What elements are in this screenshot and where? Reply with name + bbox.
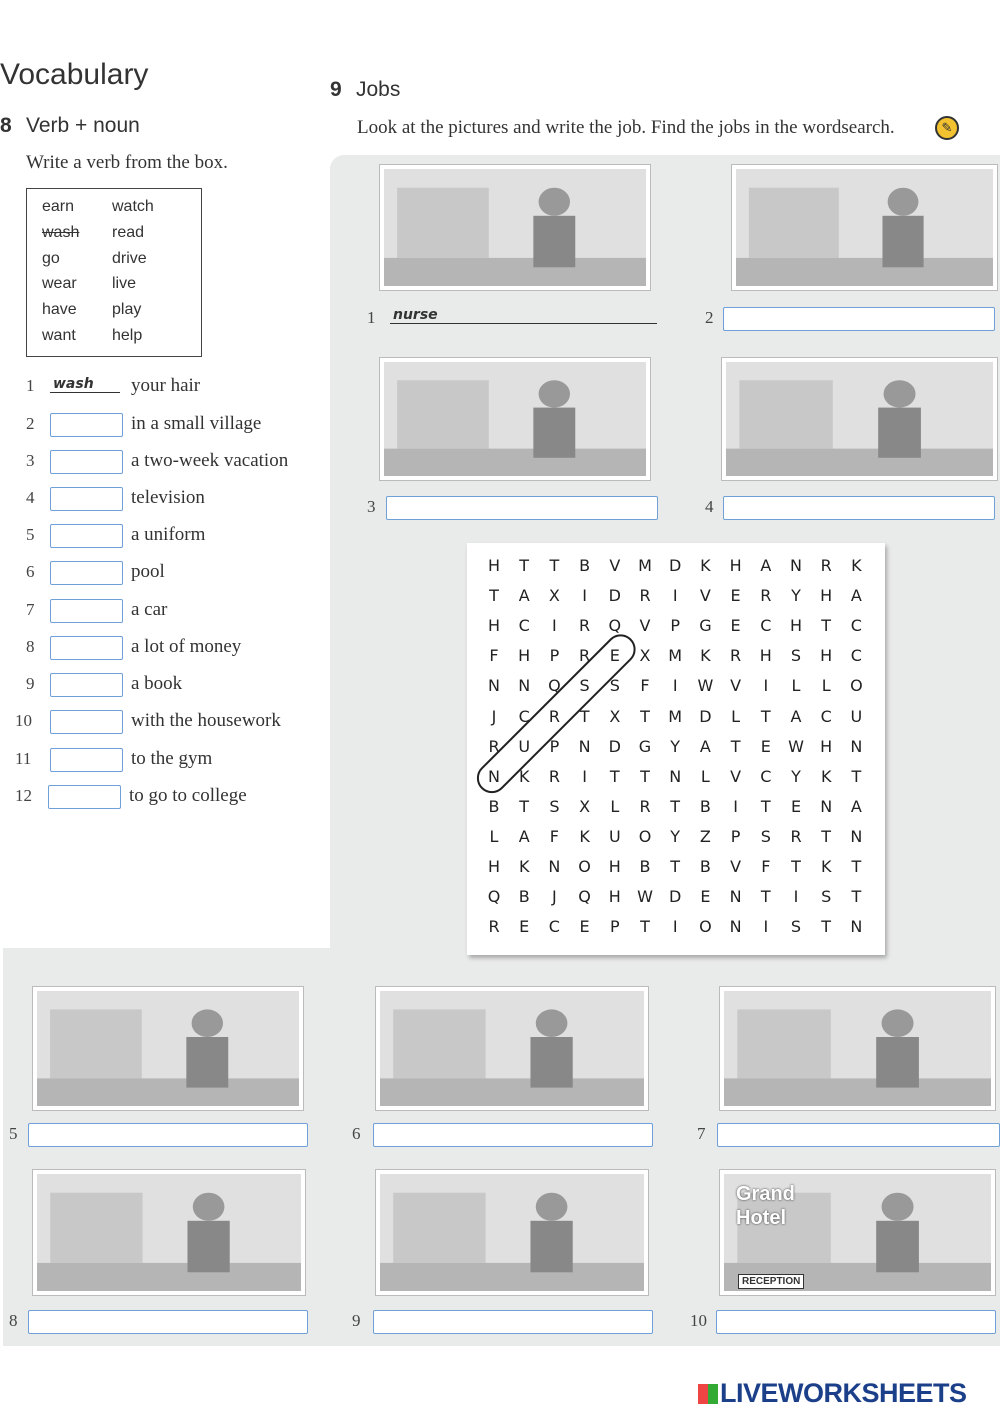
wordsearch-letter[interactable]: L (610, 796, 620, 816)
picture-receptionist (720, 1170, 995, 1295)
job-number: 10 (690, 1311, 707, 1330)
wordsearch-letter[interactable]: Q (548, 676, 561, 696)
verb-word: earn (42, 198, 75, 215)
wordsearch-letter[interactable]: C (820, 706, 832, 726)
wordsearch-letter[interactable]: M (668, 646, 683, 666)
wordsearch-letter[interactable]: S (609, 676, 620, 696)
job-answer: nurse (390, 307, 657, 324)
wordsearch-letter[interactable]: N (820, 796, 833, 816)
verb-word: want (42, 327, 76, 344)
wordsearch-letter[interactable]: O (638, 826, 652, 846)
wordsearch-letter[interactable]: L (821, 676, 831, 696)
verb-input[interactable] (50, 748, 123, 772)
wordsearch-letter[interactable]: L (791, 676, 801, 696)
item-phrase: pool (131, 561, 165, 582)
item-phrase: a car (131, 599, 168, 620)
wordsearch-letter[interactable]: X (579, 796, 591, 816)
wordsearch-letter[interactable]: T (730, 736, 741, 756)
wordsearch-letter[interactable]: E (519, 917, 530, 937)
picture-lawyer (722, 358, 997, 480)
wordsearch-letter[interactable]: H (729, 556, 742, 575)
picture-photographer (732, 165, 997, 290)
picture-dentist (376, 1170, 648, 1295)
verb-input[interactable] (48, 785, 121, 809)
wordsearch-letter[interactable]: R (579, 646, 591, 666)
item-number: 9 (26, 674, 35, 693)
wordsearch-letter[interactable]: C (850, 616, 862, 636)
wordsearch-letter[interactable]: W (697, 676, 714, 696)
wordsearch-letter[interactable]: K (851, 556, 862, 575)
item-number: 6 (26, 562, 35, 581)
verb-word: drive (112, 249, 147, 267)
wordsearch-letter[interactable]: T (851, 887, 862, 907)
wordsearch-letter[interactable]: T (791, 857, 801, 876)
wordsearch-letter[interactable]: R (488, 736, 500, 756)
item-phrase: in a small village (131, 413, 262, 434)
exercise-8-instruction: Write a verb from the box. (26, 152, 228, 173)
wordsearch-letter[interactable]: E (700, 887, 711, 907)
wordsearch-letter[interactable]: R (579, 616, 591, 636)
wordsearch-letter[interactable]: R (639, 796, 651, 816)
wordsearch-letter[interactable]: T (760, 887, 771, 907)
wordsearch-grid (467, 543, 885, 955)
wordsearch-letter[interactable]: A (850, 796, 862, 816)
wordsearch-letter[interactable]: R (790, 826, 802, 846)
job-number: 1 (367, 308, 376, 327)
wordsearch-letter[interactable]: D (608, 586, 621, 606)
job-input[interactable] (716, 1310, 996, 1334)
wordsearch-letter[interactable]: O (699, 917, 712, 937)
item-number: 3 (26, 451, 35, 470)
wordsearch-letter[interactable]: Q (608, 616, 622, 636)
wordsearch-letter[interactable]: Z (699, 826, 711, 846)
wordsearch-letter[interactable]: C (548, 917, 560, 937)
job-input[interactable] (723, 496, 995, 520)
wordsearch-letter[interactable]: T (670, 857, 681, 876)
item-number: 10 (15, 711, 32, 730)
verb-input[interactable] (50, 673, 123, 697)
wordsearch-letter[interactable]: R (730, 646, 742, 666)
verb-word: wear (42, 275, 77, 293)
wordsearch-letter[interactable]: N (729, 917, 742, 937)
wordsearch-letter[interactable]: K (518, 857, 530, 876)
wordsearch-letter[interactable]: N (548, 857, 561, 876)
wordsearch-letter[interactable]: H (487, 556, 501, 575)
wordsearch-letter[interactable]: X (639, 646, 651, 666)
wordsearch-letter[interactable]: H (487, 616, 501, 636)
wordsearch-letter[interactable]: Q (487, 887, 501, 907)
wordsearch-letter[interactable]: S (821, 887, 832, 907)
wordsearch-letter[interactable]: V (730, 857, 742, 876)
item-number: 8 (26, 637, 35, 656)
picture-taxi-driver (33, 987, 303, 1110)
verb-input[interactable] (50, 710, 123, 734)
exercise-9-instruction: Look at the pictures and write the job. Find the jobs in the wordsearch. (357, 117, 895, 138)
wordsearch-letter[interactable]: S (760, 826, 771, 846)
verb-word: wash (42, 223, 80, 241)
wordsearch-letter[interactable]: H (820, 646, 833, 666)
wordsearch-letter[interactable]: A (790, 706, 802, 726)
wordsearch-letter[interactable]: J (491, 706, 497, 726)
exercise-9-number: 9 (330, 78, 342, 101)
wordsearch-letter[interactable]: F (761, 857, 771, 876)
wordsearch-letter[interactable]: T (549, 556, 560, 575)
wordsearch-letter[interactable]: I (672, 586, 678, 606)
wordsearch-letter[interactable]: C (518, 616, 530, 636)
wordsearch-letter[interactable]: R (639, 586, 651, 606)
verb-input[interactable] (50, 450, 123, 474)
wordsearch-letter[interactable]: W (637, 887, 653, 907)
wordsearch-letter[interactable]: E (730, 616, 741, 636)
job-input[interactable] (28, 1310, 308, 1334)
wordsearch-letter[interactable]: E (579, 917, 590, 937)
wordsearch-letter[interactable]: I (672, 917, 678, 937)
wordsearch-letter[interactable]: R (548, 706, 560, 726)
wordsearch-letter[interactable]: T (519, 796, 530, 816)
wordsearch-letter[interactable]: T (640, 917, 650, 937)
wordsearch-letter[interactable]: C (760, 616, 772, 636)
reception-sign: RECEPTION (738, 1274, 804, 1289)
wordsearch-letter[interactable]: A (699, 736, 711, 756)
wordsearch-letter[interactable]: H (608, 857, 621, 876)
wordsearch-letter[interactable]: Y (791, 586, 801, 606)
item-phrase: with the housework (131, 710, 281, 731)
wordsearch-letter[interactable]: P (609, 917, 620, 937)
wordsearch-letter[interactable]: U (608, 826, 621, 846)
item-number: 1 (26, 376, 35, 395)
wordsearch-letter[interactable]: I (672, 676, 678, 696)
wordsearch-letter[interactable]: K (820, 857, 832, 876)
wordsearch-letter[interactable]: M (668, 706, 683, 726)
item-number: 11 (15, 749, 32, 768)
wordsearch-letter[interactable]: D (608, 736, 621, 756)
wordsearch-letter[interactable]: B (488, 796, 500, 816)
wordsearch-letter[interactable]: T (821, 917, 832, 937)
wordsearch-letter[interactable]: S (790, 917, 802, 937)
wordsearch-letter[interactable]: I (733, 796, 738, 816)
wordsearch-letter[interactable]: H (820, 736, 833, 756)
item-phrase: to the gym (131, 748, 213, 769)
wordsearch-letter[interactable]: N (669, 766, 682, 786)
logo-icon (698, 1384, 718, 1404)
job-input[interactable] (373, 1123, 653, 1147)
wordsearch-letter[interactable]: V (609, 556, 621, 575)
item-number: 4 (26, 488, 35, 507)
wordsearch-letter[interactable]: X (609, 706, 621, 726)
item-number: 7 (26, 600, 35, 619)
wordsearch-letter[interactable]: Q (578, 887, 591, 907)
wordsearch-letter[interactable]: H (820, 586, 833, 606)
wordsearch-letter[interactable]: O (578, 857, 591, 876)
wordsearch-letter[interactable]: U (518, 736, 531, 756)
wordsearch-letter[interactable]: D (669, 887, 682, 907)
logo-text: LIVEWORKSHEETS (720, 1378, 967, 1408)
wordsearch-letter[interactable]: K (700, 556, 711, 575)
item-phrase: a uniform (131, 524, 206, 545)
verb-word: watch (112, 198, 154, 215)
wordsearch-letter[interactable]: I (582, 586, 587, 606)
item-phrase: to go to college (129, 785, 247, 806)
job-input[interactable] (723, 307, 995, 331)
verb-word: play (112, 301, 142, 319)
job-number: 4 (705, 497, 714, 516)
wordsearch-letter[interactable]: T (670, 796, 681, 816)
wordsearch-letter[interactable]: G (638, 736, 652, 756)
wordsearch-letter[interactable]: S (790, 646, 802, 666)
pencil-icon: ✎ (935, 116, 959, 140)
picture-factory-worker (720, 987, 995, 1110)
exercise-8-number: 8 (0, 114, 12, 137)
wordsearch-letter[interactable]: R (488, 917, 500, 937)
wordsearch-letter[interactable]: C (518, 706, 530, 726)
wordsearch-letter[interactable]: T (821, 826, 832, 846)
job-number: 9 (352, 1311, 361, 1330)
wordsearch-letter[interactable]: A (518, 586, 530, 606)
verb-word: live (112, 275, 137, 293)
wordsearch-letter[interactable]: N (790, 556, 802, 575)
wordsearch-letter[interactable]: V (730, 766, 742, 786)
wordsearch-letter[interactable]: I (763, 676, 769, 696)
wordsearch-letter[interactable]: H (759, 646, 772, 666)
wordsearch-letter[interactable]: E (790, 796, 802, 816)
wordsearch-letter[interactable]: N (578, 736, 591, 756)
wordsearch-letter[interactable]: G (699, 616, 712, 636)
hotel-sign: Grand Hotel (736, 1183, 795, 1229)
wordsearch-letter[interactable]: M (638, 556, 652, 575)
wordsearch-letter[interactable]: U (850, 706, 863, 726)
verb-word: help (112, 327, 143, 344)
wordsearch-letter[interactable]: N (729, 887, 742, 907)
item-phrase: a book (131, 673, 183, 694)
wordsearch-letter[interactable]: H (789, 616, 803, 636)
wordsearch-letter[interactable]: T (640, 706, 650, 726)
liveworksheets-logo (698, 1378, 967, 1409)
item-number: 2 (26, 414, 35, 433)
wordsearch-letter[interactable]: S (549, 796, 560, 816)
wordsearch-letter[interactable]: P (670, 616, 681, 636)
job-number: 7 (697, 1124, 706, 1143)
wordsearch-letter[interactable]: R (548, 766, 560, 786)
wordsearch-letter[interactable]: A (760, 556, 772, 575)
wordsearch-letter[interactable]: L (489, 826, 499, 846)
wordsearch-letter[interactable]: F (640, 676, 650, 696)
verb-word: have (42, 301, 77, 319)
wordsearch-letter[interactable]: P (730, 826, 741, 846)
wordsearch-letter[interactable]: L (731, 706, 741, 726)
wordsearch-letter[interactable]: Y (670, 736, 681, 756)
wordsearch-letter[interactable]: E (609, 646, 620, 666)
job-input[interactable] (717, 1123, 1000, 1147)
wordsearch-letter[interactable]: P (549, 646, 560, 666)
wordsearch-letter[interactable]: N (850, 917, 863, 937)
exercise-9-title: Jobs (356, 78, 401, 101)
wordsearch-letter[interactable]: T (821, 616, 832, 636)
wordsearch-letter[interactable]: T (519, 556, 530, 575)
verb-input[interactable] (50, 413, 123, 437)
wordsearch-letter[interactable]: R (760, 586, 772, 606)
job-number: 6 (352, 1124, 361, 1143)
item-answer: wash (50, 376, 120, 393)
picture-architect (376, 987, 648, 1110)
wordsearch-letter[interactable]: F (549, 826, 559, 846)
wordsearch-letter[interactable]: T (851, 857, 862, 876)
wordsearch-letter[interactable]: J (552, 887, 557, 907)
wordsearch-letter[interactable]: B (699, 857, 711, 876)
wordsearch-letter[interactable]: V (730, 676, 742, 696)
verb-input[interactable] (50, 524, 123, 548)
wordsearch-letter[interactable]: L (700, 766, 710, 786)
wordsearch-letter[interactable]: T (489, 586, 499, 606)
item-number: 12 (15, 786, 32, 805)
job-number: 5 (9, 1124, 18, 1143)
verb-input[interactable] (50, 636, 123, 660)
section-heading: Vocabulary (0, 58, 149, 91)
wordsearch-letter[interactable]: H (487, 857, 501, 876)
wordsearch-letter[interactable]: K (820, 766, 832, 786)
item-phrase: your hair (131, 375, 201, 396)
wordsearch-letter[interactable]: I (763, 917, 769, 937)
wordsearch-letter[interactable]: D (669, 556, 682, 575)
wordsearch-letter[interactable]: K (579, 826, 590, 846)
picture-nurse (380, 165, 650, 290)
wordsearch-letter[interactable]: F (489, 646, 499, 666)
item-phrase: a lot of money (131, 636, 242, 657)
wordsearch-letter[interactable]: N (850, 826, 863, 846)
wordsearch-letter[interactable]: A (850, 586, 862, 606)
wordsearch-letter[interactable]: V (699, 586, 711, 606)
wordsearch-letter[interactable]: T (760, 706, 771, 726)
verb-word: read (112, 223, 145, 241)
wordsearch-letter[interactable]: N (518, 676, 531, 696)
wordsearch-letter[interactable]: I (582, 766, 587, 786)
wordsearch-letter[interactable]: I (793, 887, 799, 907)
job-input[interactable] (386, 496, 658, 520)
job-input[interactable] (373, 1310, 653, 1334)
wordsearch-letter[interactable]: C (760, 766, 772, 786)
wordsearch-letter[interactable]: B (639, 857, 651, 876)
wordsearch-letter[interactable]: O (850, 676, 863, 696)
wordsearch-letter[interactable]: D (699, 706, 712, 726)
wordsearch-letter[interactable]: N (850, 736, 863, 756)
picture-pilot (33, 1170, 305, 1295)
job-number: 3 (367, 497, 376, 516)
wordsearch-letter[interactable]: T (851, 766, 862, 786)
wordsearch-letter[interactable]: A (518, 826, 530, 846)
wordsearch-letter[interactable]: T (609, 766, 620, 786)
item-number: 5 (26, 525, 35, 544)
wordsearch-letter[interactable]: N (488, 676, 500, 696)
picture-mechanic (380, 358, 650, 480)
wordsearch-letter[interactable]: T (640, 766, 650, 786)
wordsearch-letter[interactable]: T (760, 796, 771, 816)
wordsearch-letter[interactable]: X (548, 586, 560, 606)
wordsearch-letter[interactable]: C (850, 646, 862, 666)
wordsearch-letter[interactable]: S (579, 676, 590, 696)
wordsearch-letter[interactable]: I (552, 616, 557, 636)
wordsearch-letter[interactable]: Y (670, 826, 681, 846)
exercise-8-title: Verb + noun (26, 114, 140, 137)
wordsearch-letter[interactable]: K (518, 766, 530, 786)
verb-input[interactable] (50, 561, 123, 585)
item-phrase: a two-week vacation (131, 450, 289, 471)
wordsearch-letter[interactable]: W (788, 736, 804, 756)
wordsearch-letter[interactable]: V (639, 616, 651, 636)
wordsearch-letter[interactable]: K (700, 646, 711, 666)
wordsearch-letter[interactable]: Y (791, 766, 801, 786)
wordsearch-letter[interactable]: B (518, 887, 530, 907)
verb-input[interactable] (50, 599, 123, 623)
wordsearch-letter[interactable]: B (579, 556, 591, 575)
wordsearch-letter[interactable]: E (760, 736, 771, 756)
job-number: 2 (705, 308, 714, 327)
job-number: 8 (9, 1311, 18, 1330)
wordsearch-letter[interactable]: H (518, 646, 531, 666)
wordsearch-letter[interactable]: N (488, 766, 500, 786)
wordsearch-letter[interactable]: E (730, 586, 741, 606)
wordsearch-letter[interactable]: P (549, 736, 560, 756)
item-phrase: television (131, 487, 205, 508)
wordsearch-letter[interactable]: R (820, 556, 832, 575)
job-input[interactable] (28, 1123, 308, 1147)
verb-input[interactable] (50, 487, 123, 511)
wordsearch-letter[interactable]: H (608, 887, 621, 907)
wordsearch-letter[interactable]: B (699, 796, 711, 816)
wordsearch-letter[interactable]: T (579, 706, 590, 726)
verb-word: go (42, 249, 60, 267)
